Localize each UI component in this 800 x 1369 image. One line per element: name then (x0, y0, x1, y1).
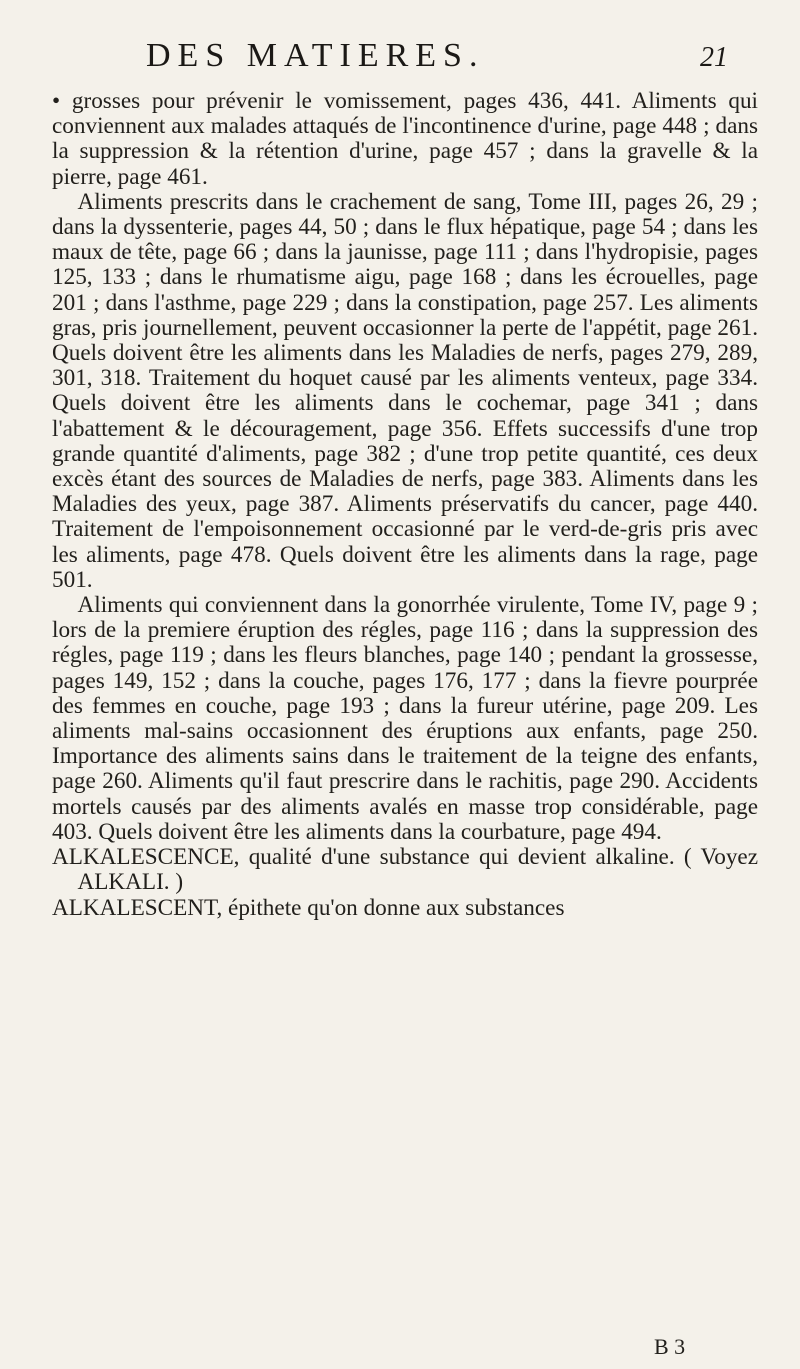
page-number: 21 (700, 42, 728, 73)
running-title: DES MATIERES. (146, 37, 485, 74)
index-entry: • grosses pour prévenir le vomissement, pages 436, 441. Aliments qui conviennent aux malades attaqués de l'incontinence d'urine, page 448 ; dans la suppression & la rétention d'urine, page 457 ; dans la gravelle & la pierre, page 461. (52, 88, 758, 190)
index-entry: Aliments qui conviennent dans la gonorrhée virulente, Tome IV, page 9 ; lors de la premiere éruption des régles, page 116 ; dans la suppression des régles, page 119 ; dans les fleurs blanches, page 140 ; pendant la grossesse, pages 149, 152 ; dans la couche, pages 176, 177 ; dans la fievre pourprée des femmes en couche, page 193 ; dans la fureur utérine, page 209. Les aliments mal-sains occasionnent des éruptions aux enfants, page 250. Importance des aliments sains dans le traitement de la teigne des enfants, page 260. Aliments qu'il faut prescrire dans le rachitis, page 290. Accidents mortels causés par des aliments avalés en masse trop considérable, page 403. Quels doivent être les aliments dans la courbature, page 494. (52, 592, 758, 845)
index-entry-alkalescence: ALKALESCENCE, qualité d'une substance qui devient alkaline. ( Voyez ALKALI. ) (52, 844, 758, 896)
index-text (52, 89, 758, 921)
signature-mark: B 3 (654, 1334, 686, 1359)
index-entry: Aliments prescrits dans le crachement de sang, Tome III, pages 26, 29 ; dans la dyssenterie, pages 44, 50 ; dans le flux hépatique, page 54 ; dans les maux de tête, page 66 ; dans la jaunisse, page 111 ; dans l'hydropisie, pages 125, 133 ; dans le rhumatisme aigu, page 168 ; dans les écrouelles, page 201 ; dans l'asthme, page 229 ; dans la constipation, page 257. Les aliments gras, pris journellement, peuvent occasionner la perte de l'appétit, page 261. Quels doivent être les aliments dans les Maladies de nerfs, pages 279, 289, 301, 318. Traitement du hoquet causé par les aliments venteux, page 334. Quels doivent être les aliments dans le cochemar, page 341 ; dans l'abattement & le découragement, page 356. Effets successifs d'une trop grande quantité d'aliments, page 382 ; d'une trop petite quantité, ces deux excès étant des sources de Maladies de nerfs, page 383. Aliments dans les Maladies des yeux, page 387. Aliments préservatifs du cancer, page 440. Traitement de l'empoisonnement occasionné par le verd-de-gris pris avec les aliments, page 478. Quels doivent être les aliments dans la rage, page 501. (52, 188, 758, 593)
index-entry-alkalescent: ALKALESCENT, épithete qu'on donne aux substances (52, 894, 565, 921)
